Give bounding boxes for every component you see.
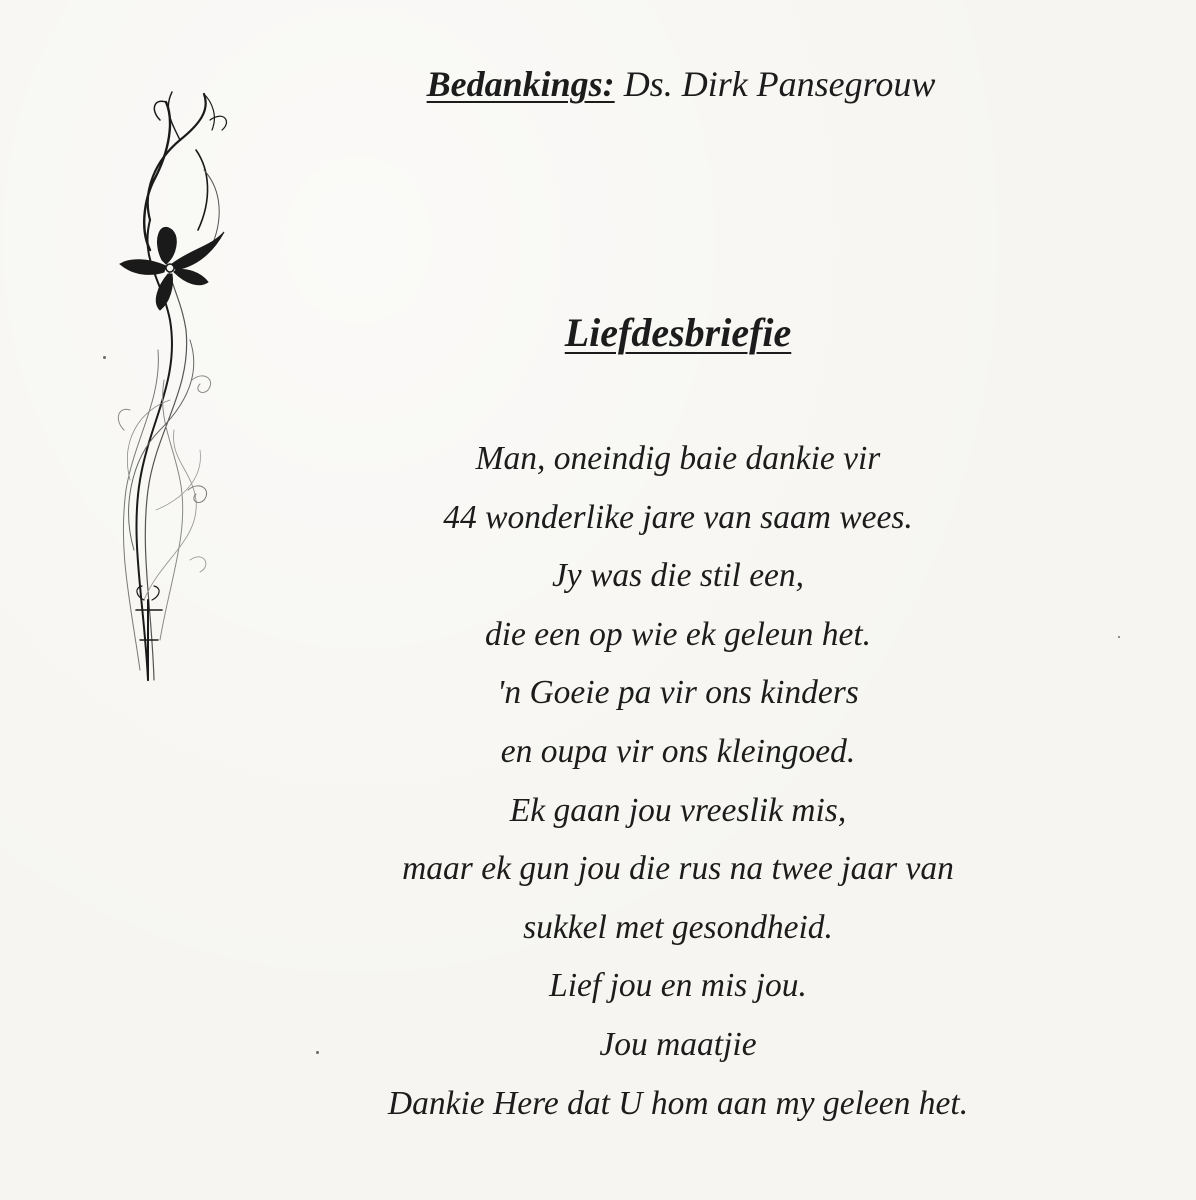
paper-speck [1118,636,1120,638]
poem-line: Lief jou en mis jou. [549,967,807,1005]
thanks-label: Bedankings: [426,64,615,104]
thanks-name: Ds. Dirk Pansegrouw [623,64,936,104]
poem-line: Ek gaan jou vreeslik mis, [509,791,847,829]
poem-line: Jy was die stil een, [551,557,805,595]
poem-line: en oupa vir ons kleingoed. [500,732,856,770]
poem-line: sukkel met gesondheid. [523,908,833,946]
poem-line: Jou maatjie [599,1025,757,1063]
poem-body [0,437,1196,1140]
poem-line: Man, oneindig baie dankie vir [475,440,881,477]
poem-title: Liefdesbriefie [564,310,792,355]
poem-line: Dankie Here dat U hom aan my geleen het. [387,1084,969,1122]
poem-line: 44 wonderlike jare van saam wees. [443,498,913,536]
paper-speck [316,1051,319,1054]
thanks-header [0,62,1196,106]
poem-line: die een op wie ek geleun het. [484,615,872,653]
paper-speck [103,356,106,359]
poem-line: 'n Goeie pa vir ons kinders [497,674,859,712]
poem-line: maar ek gun jou die rus na twee jaar van [402,850,954,888]
